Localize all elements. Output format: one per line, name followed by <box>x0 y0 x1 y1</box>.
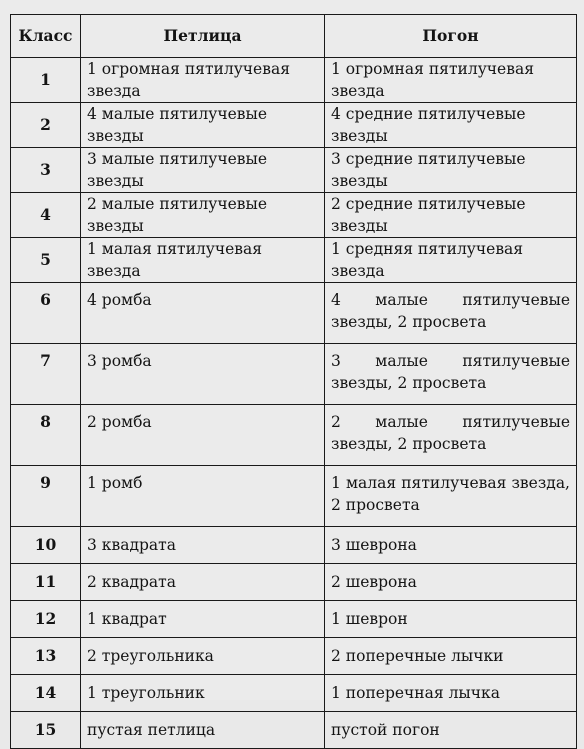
table-row <box>11 712 577 749</box>
header-petlitsa: Петлица <box>81 15 325 58</box>
table-row <box>11 527 577 564</box>
table-row <box>11 283 577 344</box>
petlitsa-cell: пустая петлица <box>81 712 325 749</box>
petlitsa-cell: 2 квадрата <box>81 564 325 601</box>
table-row <box>11 466 577 527</box>
pogon-cell: пустой погон <box>325 712 577 749</box>
petlitsa-cell: 4 малые пятилучевые звезды <box>81 103 325 148</box>
pogon-cell: 2 средние пятилучевые звезды <box>325 193 577 238</box>
table-row <box>11 638 577 675</box>
class-number: 14 <box>11 675 81 712</box>
table-row <box>11 564 577 601</box>
pogon-cell: 4 малые пятилучевые звезды, 2 просвета <box>325 283 577 344</box>
table-row <box>11 344 577 405</box>
table-row <box>11 601 577 638</box>
pogon-cell: 2 поперечные лычки <box>325 638 577 675</box>
pogon-cell: 2 малые пятилучевые звезды, 2 просвета <box>325 405 577 466</box>
pogon-cell: 3 малые пятилучевые звезды, 2 просвета <box>325 344 577 405</box>
class-number: 1 <box>11 58 81 103</box>
class-number: 9 <box>11 466 81 527</box>
table-row <box>11 148 577 193</box>
class-number: 11 <box>11 564 81 601</box>
pogon-cell: 1 малая пятилучевая звезда, 2 просвета <box>325 466 577 527</box>
petlitsa-cell: 1 ромб <box>81 466 325 527</box>
pogon-cell: 3 шеврона <box>325 527 577 564</box>
pogon-cell: 4 средние пятилучевые звезды <box>325 103 577 148</box>
pogon-cell: 3 средние пятилучевые звезды <box>325 148 577 193</box>
pogon-cell: 1 средняя пятилучевая звезда <box>325 238 577 283</box>
petlitsa-cell: 2 малые пятилучевые звезды <box>81 193 325 238</box>
class-number: 5 <box>11 238 81 283</box>
class-number: 12 <box>11 601 81 638</box>
petlitsa-cell: 1 квадрат <box>81 601 325 638</box>
petlitsa-cell: 3 ромба <box>81 344 325 405</box>
petlitsa-cell: 3 малые пятилучевые звезды <box>81 148 325 193</box>
rank-insignia-table <box>10 14 577 749</box>
table-row <box>11 103 577 148</box>
class-number: 4 <box>11 193 81 238</box>
petlitsa-cell: 1 треугольник <box>81 675 325 712</box>
pogon-cell: 2 шеврона <box>325 564 577 601</box>
header-class: Класс <box>11 15 81 58</box>
petlitsa-cell: 3 квадрата <box>81 527 325 564</box>
table-row <box>11 193 577 238</box>
header-pogon: Погон <box>325 15 577 58</box>
class-number: 7 <box>11 344 81 405</box>
pogon-cell: 1 поперечная лычка <box>325 675 577 712</box>
class-number: 6 <box>11 283 81 344</box>
class-number: 13 <box>11 638 81 675</box>
class-number: 15 <box>11 712 81 749</box>
class-number: 3 <box>11 148 81 193</box>
class-number: 8 <box>11 405 81 466</box>
table-row <box>11 58 577 103</box>
petlitsa-cell: 1 огромная пятилучевая звезда <box>81 58 325 103</box>
petlitsa-cell: 4 ромба <box>81 283 325 344</box>
table-row <box>11 238 577 283</box>
table-row <box>11 675 577 712</box>
pogon-cell: 1 шеврон <box>325 601 577 638</box>
petlitsa-cell: 2 ромба <box>81 405 325 466</box>
class-number: 10 <box>11 527 81 564</box>
table-header-row <box>11 15 577 58</box>
pogon-cell: 1 огромная пятилучевая звезда <box>325 58 577 103</box>
class-number: 2 <box>11 103 81 148</box>
petlitsa-cell: 1 малая пятилучевая звезда <box>81 238 325 283</box>
table-row <box>11 405 577 466</box>
petlitsa-cell: 2 треугольника <box>81 638 325 675</box>
